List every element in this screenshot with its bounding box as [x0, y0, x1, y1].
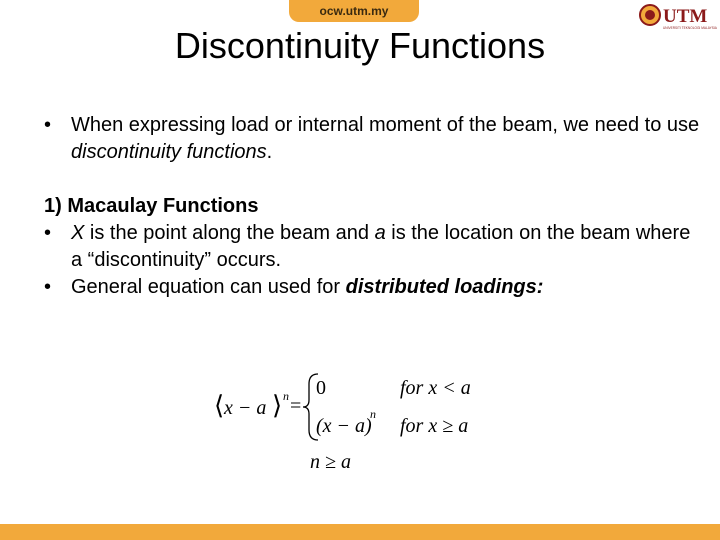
- bullet-marker: •: [44, 222, 52, 244]
- general-text-emphasis: distributed loadings:: [345, 276, 544, 298]
- lhs-open-bracket: ⟨: [214, 391, 225, 420]
- site-tab[interactable]: [289, 0, 419, 22]
- n-constraint: n ≥ a: [310, 451, 351, 473]
- general-text-1: General equation can used for: [71, 276, 346, 298]
- case1-value: 0: [316, 377, 326, 399]
- bullet-marker: •: [44, 114, 52, 136]
- intro-text-emphasis: discontinuity functions: [71, 141, 267, 163]
- x-text-2: is the location on the beam where a “discontinuity” occurs.: [71, 222, 691, 271]
- lhs-close-bracket: ⟩: [272, 391, 283, 420]
- case1-condition: for x < a: [400, 377, 471, 399]
- logo-text: UTM: [663, 6, 708, 27]
- footer-bar: [0, 524, 720, 540]
- slide-content: [44, 112, 704, 301]
- intro-text-3: .: [266, 141, 273, 163]
- var-x: X: [71, 222, 85, 244]
- slide-title: Discontinuity Functions: [174, 25, 546, 66]
- lhs-exponent: n: [283, 389, 289, 403]
- intro-text-1: When expressing load or internal moment of the beam, we need to use: [71, 114, 700, 136]
- section-heading: 1) Macaulay Functions: [44, 195, 259, 217]
- logo-subtext: UNIVERSITI TEKNOLOGI MALAYSIA: [663, 26, 717, 30]
- site-tab-label: ocw.utm.my: [319, 4, 389, 18]
- equals-sign: =: [290, 395, 302, 417]
- bullet-general-equation: [44, 274, 704, 301]
- case2-exponent: n: [370, 407, 376, 421]
- case2-value: (x − a): [316, 415, 372, 437]
- macaulay-equation: [210, 370, 500, 480]
- bullet-marker: •: [44, 276, 52, 298]
- bullet-x-definition: [44, 220, 704, 274]
- var-a: a: [374, 222, 386, 244]
- bullet-intro: [44, 112, 704, 166]
- x-text-1: is the point along the beam and: [84, 222, 375, 244]
- case2-condition: for x ≥ a: [400, 415, 469, 437]
- lhs-body: x − a: [224, 397, 267, 419]
